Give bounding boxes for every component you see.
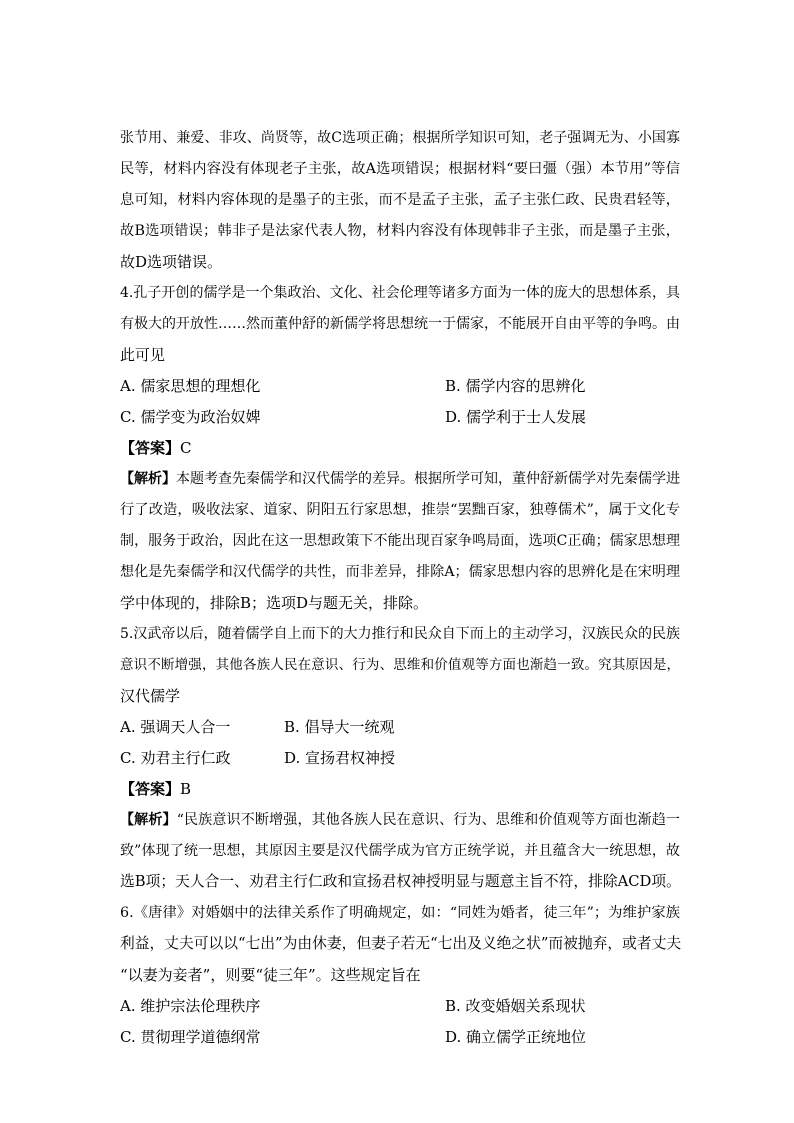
q6-option-c: C. 贯彻理学道德纲常 <box>120 1028 261 1046</box>
q3-explanation-line: 民等，材料内容没有体现老子主张，故A选项错误；根据材料“要曰彊（强）本节用”等信 <box>120 161 680 177</box>
q4-analysis-line: 行了改造，吸收法家、道家、阴阳五行家思想，推崇“罢黜百家，独尊儒术”，属于文化专 <box>120 502 680 518</box>
q3-explanation-line: 故D选项错误。 <box>120 253 223 271</box>
q4-option-d: D. 儒学利于士人发展 <box>445 408 587 426</box>
q6-stem-line: “以妻为妾者”，则要“徒三年”。这些规定旨在 <box>120 966 421 984</box>
q5-option-b: B. 倡导大一统观 <box>284 718 395 736</box>
q4-option-c: C. 儒学变为政治奴婢 <box>120 408 261 426</box>
q4-analysis-line: 学中体现的，排除B；选项D与题无关，排除。 <box>120 594 429 612</box>
q4-stem-line: 此可见 <box>120 346 166 364</box>
answer-label: 【答案】 <box>120 780 181 798</box>
analysis-text: 本题考查先秦儒学和汉代儒学的差异。根据所学可知，董仲舒新儒学对先秦儒学进 <box>176 471 680 487</box>
q5-answer <box>120 779 191 799</box>
q5-analysis-line <box>120 810 680 830</box>
q3-explanation-line: 张节用、兼爱、非攻、尚贤等，故C选项正确；根据所学知识可知，老子强调无为、小国寡 <box>120 130 680 146</box>
q4-analysis-line: 想化是先秦儒学和汉代儒学的共性，而非差异，排除A；儒家思想内容的思辨化是在宋明理 <box>120 564 680 580</box>
answer-value: C <box>180 439 192 457</box>
analysis-label: 【解析】 <box>120 471 176 487</box>
answer-label: 【答案】 <box>120 439 181 457</box>
q4-analysis-line: 制，服务于政治，因此在这一思想政策下不能出现百家争鸣局面，选项C正确；儒家思想理 <box>120 533 680 549</box>
q6-option-d: D. 确立儒学正统地位 <box>445 1028 587 1046</box>
q4-option-b: B. 儒学内容的思辨化 <box>445 377 586 395</box>
q3-explanation-line: 故B选项错误；韩非子是法家代表人物，材料内容没有体现韩非子主张，而是墨子主张， <box>120 223 680 239</box>
q5-option-d: D. 宣扬君权神授 <box>284 749 396 767</box>
q5-analysis-line: 选B项；天人合一、劝君主行仁政和宣扬君权神授明显与题意主旨不符，排除ACD项。 <box>120 873 681 890</box>
q4-analysis-line <box>120 469 680 489</box>
q6-option-b: B. 改变婚姻关系现状 <box>445 997 586 1015</box>
analysis-text: “民族意识不断增强，其他各族人民在意识、行为、思维和价值观等方面也渐趋一 <box>176 812 681 828</box>
q6-stem-line: 6.《唐律》对婚姻中的法律关系作了明确规定，如：“同姓为婚者，徒三年”；为维护家族 <box>120 905 680 921</box>
q5-option-a: A. 强调天人合一 <box>120 718 231 736</box>
q5-analysis-line: 致”体现了统一思想，其原因主要是汉代儒学成为官方正统学说，并且蕴含大一统思想，故 <box>120 843 680 859</box>
q4-stem-line: 4.孔子开创的儒学是一个集政治、文化、社会伦理等诸多方面为一体的庞大的思想体系，具 <box>120 285 680 301</box>
q5-stem-line: 5.汉武帝以后，随着儒学自上而下的大力推行和民众自下而上的主动学习，汉族民众的民族 <box>120 626 680 642</box>
q6-stem-line: 利益，丈夫可以以“七出”为由休妻，但妻子若无“七出及义绝之状”而被抛弃，或者丈夫 <box>120 935 682 952</box>
analysis-label: 【解析】 <box>120 812 177 828</box>
q5-option-c: C. 劝君主行仁政 <box>120 749 231 767</box>
q6-option-a: A. 维护宗法伦理秩序 <box>120 997 261 1015</box>
answer-value: B <box>180 780 192 798</box>
q4-answer <box>120 438 192 458</box>
q5-stem-line: 汉代儒学 <box>120 687 181 705</box>
q3-explanation-line: 息可知，材料内容体现的是墨子的主张，而不是孟子主张，孟子主张仁政、民贵君轻等， <box>120 192 680 208</box>
q4-option-a: A. 儒家思想的理想化 <box>120 377 261 395</box>
q5-stem-line: 意识不断增强，其他各族人民在意识、行为、思维和价值观等方面也渐趋一致。究其原因是， <box>120 657 680 673</box>
q4-stem-line: 有极大的开放性……然而董仲舒的新儒学将思想统一于儒家，不能展开自由平等的争鸣。由 <box>120 316 680 332</box>
